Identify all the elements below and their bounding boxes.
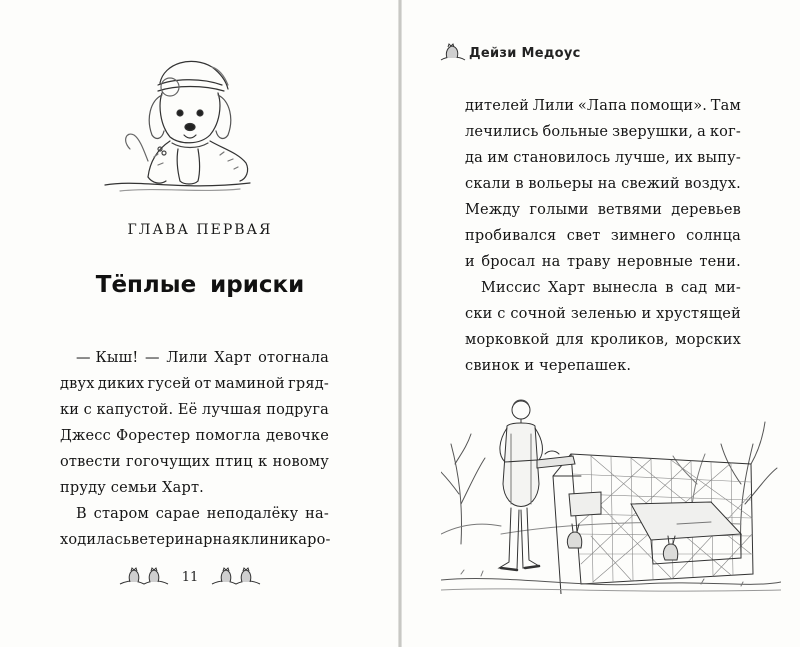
word: клиника (240, 532, 308, 548)
word: зверушки, (612, 124, 694, 140)
word: свежий (621, 176, 680, 192)
text-line (76, 506, 329, 522)
word: отвести (60, 454, 121, 470)
word: неподалёку (206, 506, 299, 522)
word: Лили (532, 98, 575, 114)
word: В (76, 506, 87, 522)
text-line (465, 254, 741, 270)
word: в (665, 280, 674, 296)
word: маминой (214, 376, 285, 392)
word: зимнего (610, 228, 676, 244)
word: Лили (166, 350, 208, 366)
word: становилось (513, 150, 611, 166)
word: гряд- (288, 376, 329, 392)
word: лучше, (614, 150, 671, 166)
text-line (465, 358, 741, 374)
word: двух (60, 376, 95, 392)
word: сад (680, 280, 708, 296)
word: голыми (529, 202, 589, 218)
chapter-title: Тёплые ириски (95, 272, 305, 298)
text-line (465, 150, 741, 166)
text-line (60, 428, 329, 444)
word: на (597, 176, 617, 192)
word: гусей (147, 376, 192, 392)
word: подруга (266, 402, 329, 418)
word: лечились (465, 124, 539, 140)
word: для (556, 332, 584, 348)
word: — Кыш! (76, 350, 139, 366)
text-line (60, 376, 329, 392)
woman-feeding-rabbits-icon (441, 384, 781, 594)
word: скали (465, 176, 511, 192)
word: Её (177, 402, 198, 418)
word: ветвями (597, 202, 663, 218)
word: от (194, 376, 212, 392)
word: в (515, 176, 524, 192)
word: с (83, 402, 92, 418)
right-page (401, 0, 800, 647)
word: ки (60, 402, 80, 418)
word: помогла (195, 428, 261, 444)
word: вынесла (592, 280, 658, 296)
word: да (465, 150, 483, 166)
text-line (465, 202, 741, 218)
word: хрустящей (656, 306, 741, 322)
word: траву (566, 254, 611, 270)
word: морковкой (465, 332, 550, 348)
word: — (145, 350, 160, 366)
text-line (60, 402, 329, 418)
running-head: Дейзи Медоус (469, 46, 581, 61)
word: тени. (699, 254, 741, 270)
word: и (641, 306, 652, 322)
text-line (60, 532, 329, 548)
page-number: 11 (181, 570, 199, 585)
word: солнца (686, 228, 741, 244)
word: отогнала (258, 350, 329, 366)
word: ми- (714, 280, 741, 296)
text-line (465, 332, 741, 348)
word: деревьев (671, 202, 741, 218)
text-line (465, 176, 741, 192)
word: Между (465, 202, 521, 218)
word: выпу- (697, 150, 741, 166)
word: капустой. (96, 402, 174, 418)
word: сочной (510, 306, 567, 322)
text-line (60, 480, 329, 496)
word: «Лапа (577, 98, 627, 114)
word: Харт (548, 280, 586, 296)
word: ког- (709, 124, 741, 140)
word: ходилась (60, 532, 131, 548)
chapter-label: ГЛАВА ПЕРВАЯ (127, 222, 273, 238)
word: Джесс (60, 428, 111, 444)
word: и (465, 254, 475, 270)
word: новому (272, 454, 329, 470)
text-line (465, 124, 741, 140)
text-line (481, 280, 741, 296)
word: зеленью (570, 306, 637, 322)
text-line (465, 306, 741, 322)
text-line (76, 350, 329, 366)
word: на- (305, 506, 329, 522)
word: кроликов, (590, 332, 669, 348)
word: пруду семьи Харт. (60, 480, 204, 496)
puppy-in-santa-hat-icon (100, 45, 260, 195)
word: воздух. (684, 176, 741, 192)
word: Там (710, 98, 741, 114)
word: морских (675, 332, 741, 348)
word: на (541, 254, 561, 270)
word: птиц (215, 454, 253, 470)
word: их (674, 150, 693, 166)
word: свет (566, 228, 601, 244)
word: Форестер (116, 428, 191, 444)
word: гогочущих (126, 454, 210, 470)
word: неровные (617, 254, 693, 270)
word: ро- (307, 532, 331, 548)
text-line (465, 228, 741, 244)
word: а (697, 124, 706, 140)
word: вольеры (528, 176, 594, 192)
word: им (487, 150, 509, 166)
word: девочке (265, 428, 329, 444)
word: Миссис (481, 280, 541, 296)
text-line (60, 454, 329, 470)
word: свинок и черепашек. (465, 358, 632, 374)
kitten-emblem-icon (439, 42, 467, 62)
word: лучшая (201, 402, 262, 418)
word: к (258, 454, 268, 470)
word: Харт (214, 350, 252, 366)
word: дителей (465, 98, 530, 114)
word: диких (97, 376, 145, 392)
word: сарае (155, 506, 200, 522)
word: старом (93, 506, 149, 522)
word: помощи». (630, 98, 708, 114)
word: ски (465, 306, 493, 322)
word: с (497, 306, 506, 322)
word: ветеринарная (130, 532, 241, 548)
word: больные (542, 124, 609, 140)
kittens-ornament-icon (210, 566, 262, 586)
word: пробивался (465, 228, 557, 244)
kittens-ornament-icon (118, 566, 170, 586)
word: бросал (481, 254, 536, 270)
text-line (465, 98, 741, 114)
